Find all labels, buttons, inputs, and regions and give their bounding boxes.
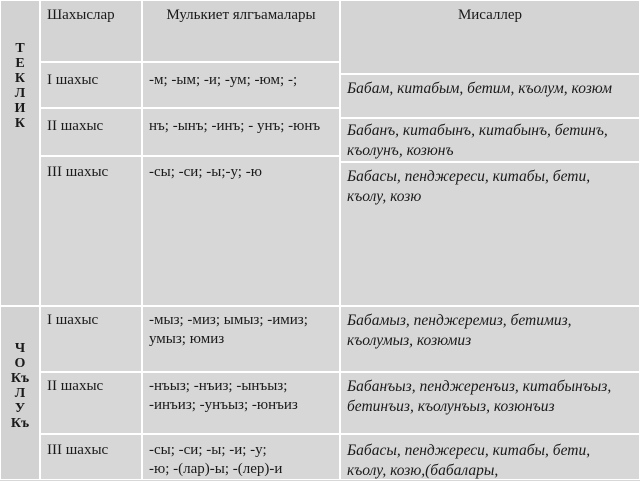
group-letter: Е [15, 56, 25, 71]
suffix-cell: -м; -ым; -и; -ум; -юм; -; [142, 62, 340, 108]
person-cell: I шахыс [40, 306, 142, 372]
person-cell: I шахыс [40, 62, 142, 108]
suffix-cell: нъ; -ынъ; -инъ; - унъ; -юнъ [142, 108, 340, 156]
plural-group-label [0, 306, 40, 480]
group-letter: О [14, 356, 26, 371]
group-letter: И [14, 101, 26, 116]
example-cell: Бабасы, пенджереси, китабы, бети, къолу, козю [340, 162, 640, 306]
suffix-cell: -нъыз; -нъиз; -ынъыз; -инъиз; -унъыз; -юнъиз [142, 372, 340, 434]
header-suffixes: Мулькиет ялгъамалары [142, 0, 340, 62]
suffix-cell: -сы; -си; -ы; -и; -у; -ю; -(лар)-ы; -(лер)-и [142, 434, 340, 480]
header-examples: Мисаллер [340, 0, 640, 74]
suffix-cell: -сы; -си; -ы;-у; -ю [142, 156, 340, 306]
group-letter: Л [14, 386, 26, 401]
example-cell: Бабанъ, китабынъ, китабынъ, бетинъ, къолунъ, козюнъ [340, 118, 640, 162]
example-cell: Бабамыз, пенджеремиз, бетимиз, къолумыз, козюмиз [340, 306, 640, 372]
person-cell: II шахыс [40, 108, 142, 156]
group-letter: Т [15, 41, 25, 56]
group-letter: У [14, 401, 26, 416]
singular-group-label [0, 0, 40, 306]
example-cell: Бабам, китабым, бетим, къолум, козюм [340, 74, 640, 118]
group-letter: Ч [14, 341, 26, 356]
person-cell: III шахыс [40, 434, 142, 480]
example-cell: Бабанъыз, пенджеренъиз, китабынъыз, бетинъиз, къолунъыз, козюнъиз [340, 372, 640, 434]
person-cell: III шахыс [40, 156, 142, 306]
group-letter: К [14, 71, 26, 86]
group-letter: Къ [10, 371, 30, 386]
suffix-cell: -мыз; -миз; ымыз; -имиз; умыз; юмиз [142, 306, 340, 372]
group-letter: Къ [10, 416, 30, 431]
group-letter: К [14, 116, 26, 131]
header-person: Шахыслар [40, 0, 142, 62]
group-letter: Л [14, 86, 26, 101]
person-cell: II шахыс [40, 372, 142, 434]
example-cell: Бабасы, пенджереси, китабы, бети, къолу, козю,(бабалары, [340, 434, 640, 480]
